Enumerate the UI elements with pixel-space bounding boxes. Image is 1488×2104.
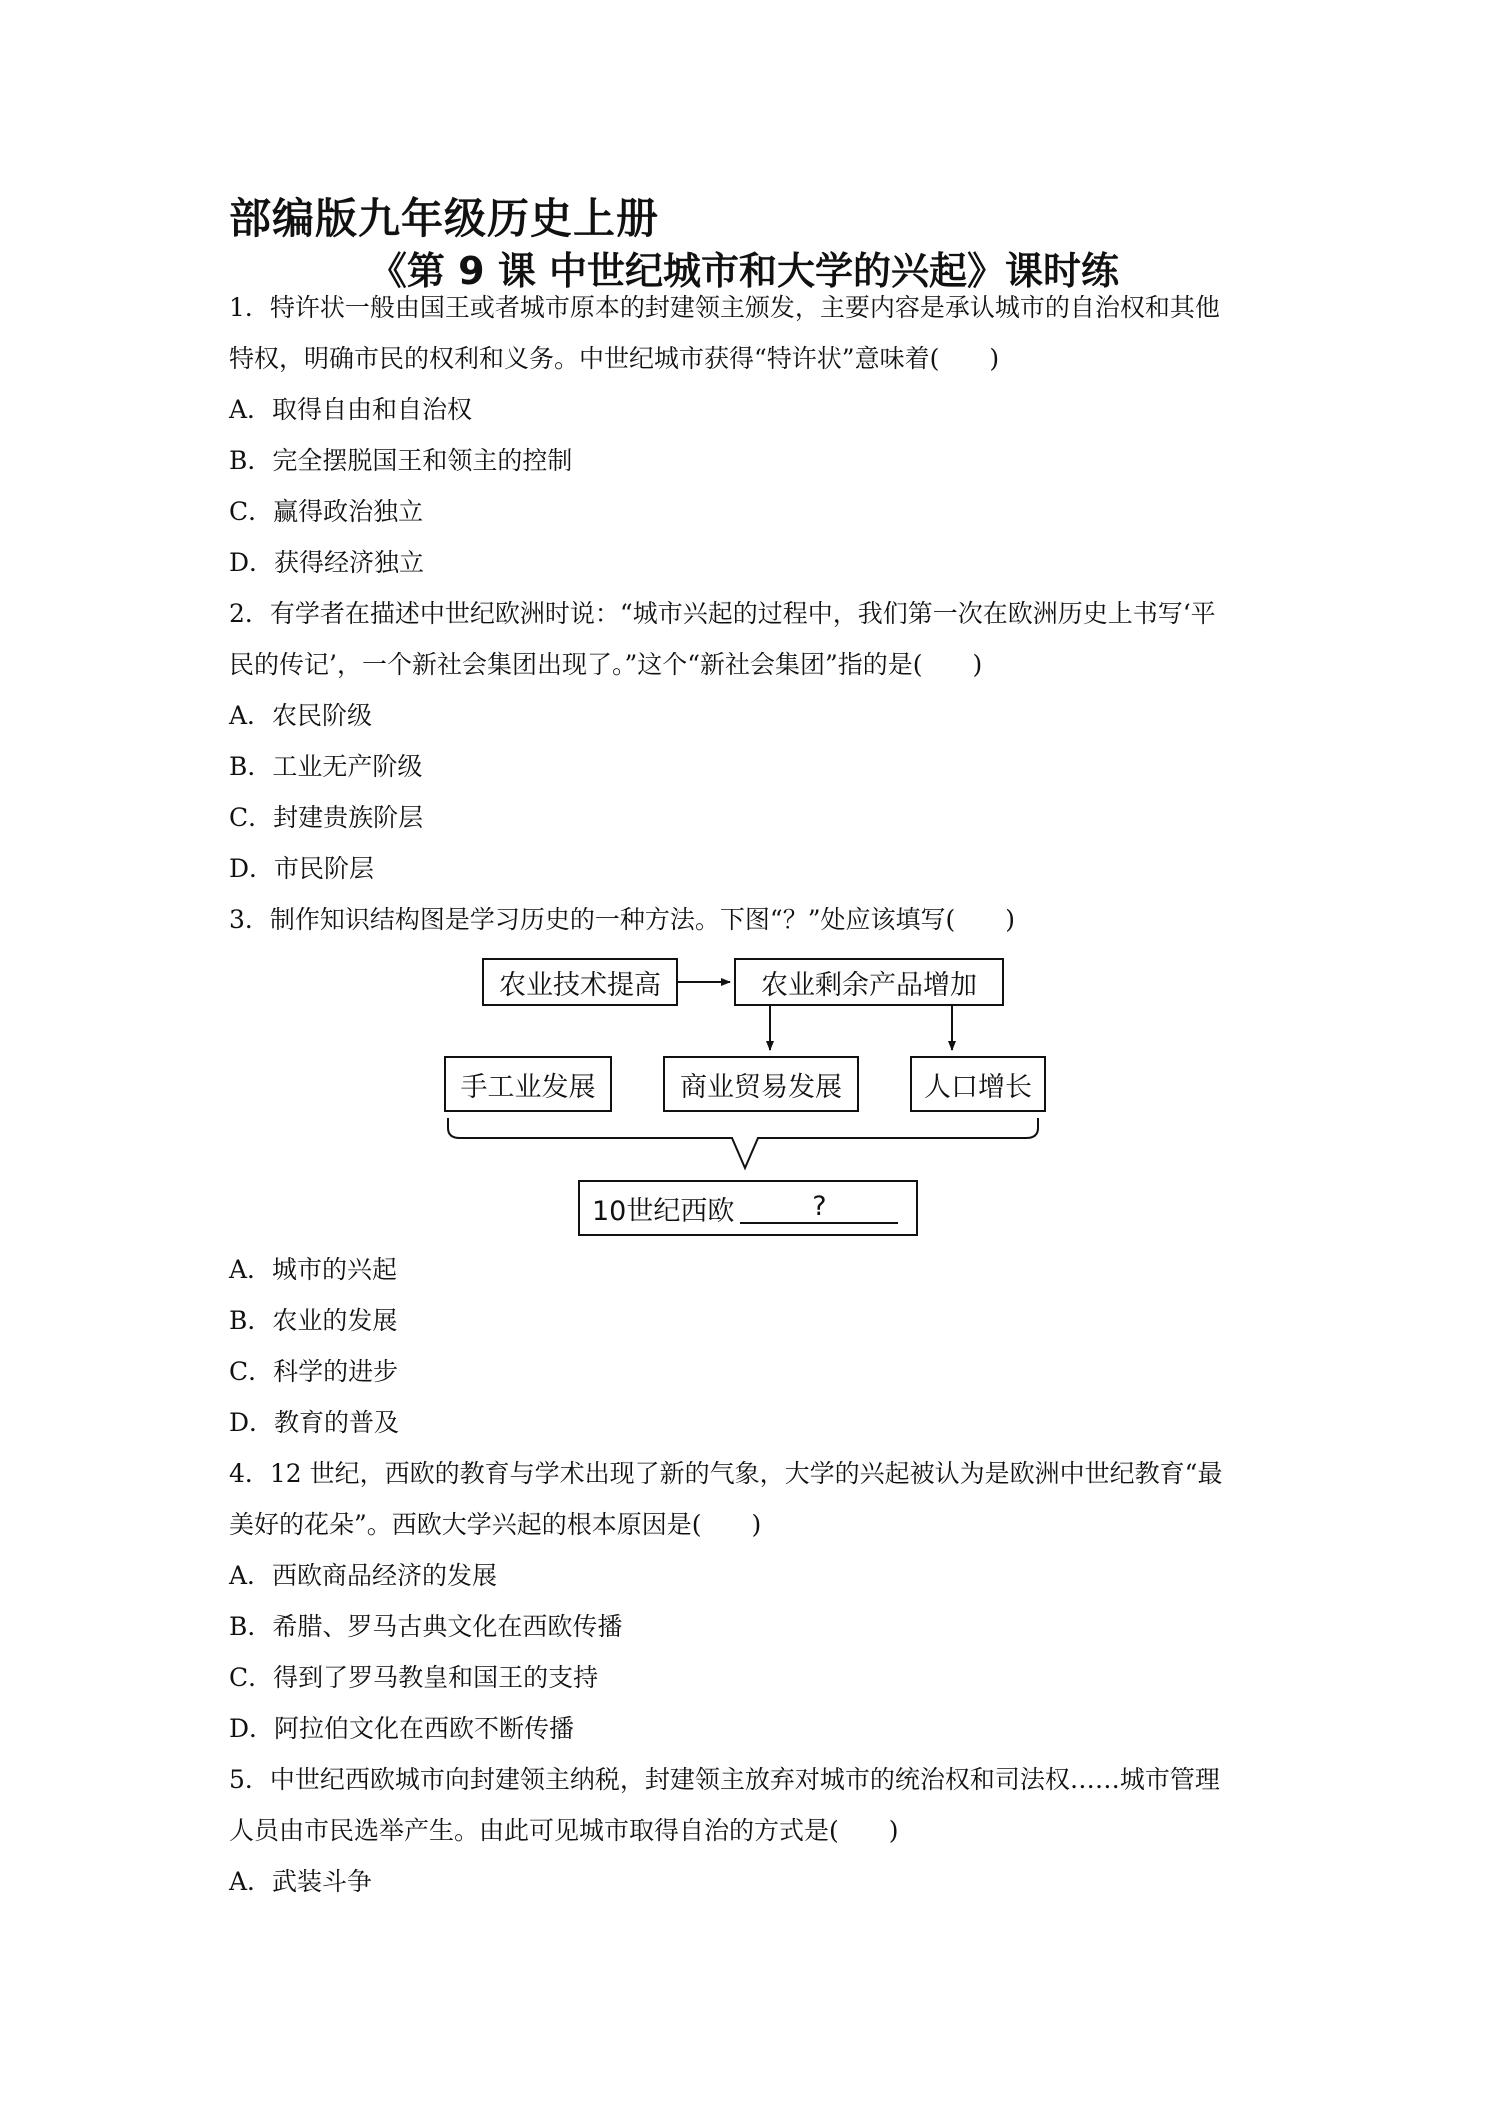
box-trade: 商业贸易发展 (663, 1056, 859, 1112)
brace (448, 1118, 1038, 1168)
question-5-stem-line-1: 5．中世纪西欧城市向封建领主纳税，封建领主放弃对城市的统治权和司法权……城市管理 (229, 1765, 1220, 1794)
question-4-option-c: C．得到了罗马教皇和国王的支持 (229, 1663, 599, 1692)
question-3-stem-line-1: 3．制作知识结构图是学习历史的一种方法。下图“？”处应该填写( ) (229, 905, 1015, 934)
question-3-option-d: D．教育的普及 (229, 1408, 400, 1437)
knowledge-structure-diagram (440, 948, 1060, 1248)
question-5-stem-line-2: 人员由市民选举产生。由此可见城市取得自治的方式是( ) (229, 1816, 899, 1845)
question-4-option-b: B．希腊、罗马古典文化在西欧传播 (229, 1612, 623, 1641)
question-2-stem-line-1: 2．有学者在描述中世纪欧洲时说：“城市兴起的过程中，我们第一次在欧洲历史上书写‘平 (229, 599, 1216, 628)
question-1-option-c: C．赢得政治独立 (229, 497, 424, 526)
question-3-option-b: B．农业的发展 (229, 1306, 398, 1335)
box-population: 人口增长 (910, 1056, 1046, 1112)
question-5-option-a: A．武装斗争 (229, 1867, 373, 1896)
question-1-option-b: B．完全摆脱国王和领主的控制 (229, 446, 573, 475)
box-agri-tech: 农业技术提高 (482, 958, 678, 1006)
document-subtitle: 《第 9 课 中世纪城市和大学的兴起》课时练 (368, 249, 1120, 293)
question-1-option-d: D．获得经济独立 (229, 548, 425, 577)
question-4-stem-line-2: 美好的花朵”。西欧大学兴起的根本原因是( ) (229, 1510, 762, 1539)
question-4-option-d: D．阿拉伯文化在西欧不断传播 (229, 1714, 575, 1743)
question-3-option-a: A．城市的兴起 (229, 1255, 398, 1284)
question-2-stem-line-2: 民的传记’，一个新社会集团出现了。”这个“新社会集团”指的是( ) (229, 650, 983, 679)
question-2-option-b: B．工业无产阶级 (229, 752, 423, 781)
question-3-option-c: C．科学的进步 (229, 1357, 399, 1386)
box-final-result (578, 1180, 918, 1236)
box-handicraft: 手工业发展 (444, 1056, 612, 1112)
document-title: 部编版九年级历史上册 (229, 194, 660, 243)
question-2-option-a: A．农民阶级 (229, 701, 373, 730)
final-blank: ? (740, 1192, 898, 1224)
question-1-option-a: A．取得自由和自治权 (229, 395, 473, 424)
question-1-stem-line-1: 1．特许状一般由国王或者城市原本的封建领主颁发，主要内容是承认城市的自治权和其他 (229, 293, 1220, 322)
question-2-option-c: C．封建贵族阶层 (229, 803, 424, 832)
question-4-option-a: A．西欧商品经济的发展 (229, 1561, 498, 1590)
question-4-stem-line-1: 4．12 世纪，西欧的教育与学术出现了新的气象，大学的兴起被认为是欧洲中世纪教育“最 (229, 1459, 1223, 1488)
question-2-option-d: D．市民阶层 (229, 854, 375, 883)
box-agri-surplus: 农业剩余产品增加 (734, 958, 1004, 1006)
question-1-stem-line-2: 特权，明确市民的权利和义务。中世纪城市获得“特许状”意味着( ) (229, 344, 1000, 373)
final-prefix: 10世纪西欧 (592, 1195, 735, 1227)
